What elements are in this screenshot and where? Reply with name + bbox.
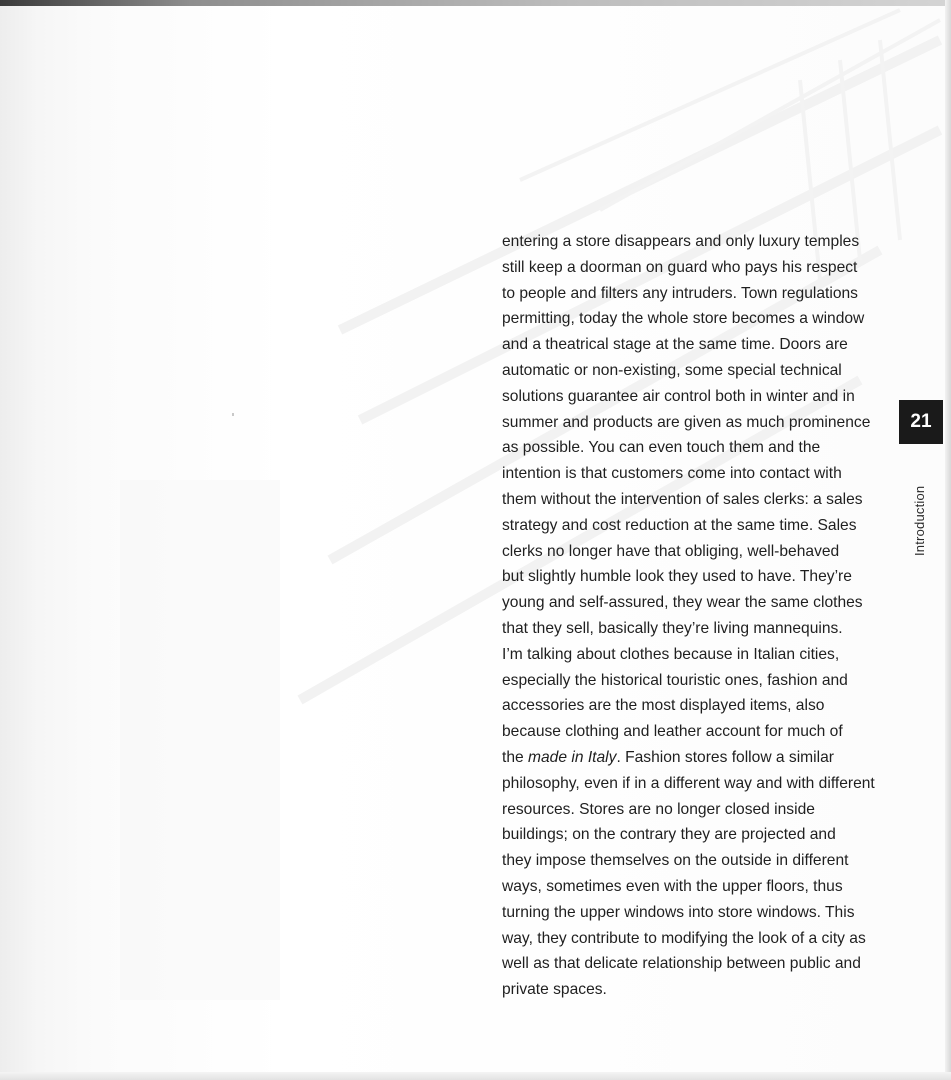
paper-speck	[232, 413, 234, 416]
section-label: Introduction	[912, 485, 927, 556]
page-bottom-edge	[0, 1072, 951, 1080]
body-text-end: . Fashion stores follow a similar philosophy, even if in a different way and with different resources. Stores are no longer closed inside buildings; on the contrary they are projected and they impose themselves on the outside in different ways, sometimes even with the upper floors, thus turning the upper windows into store windows. This way, they contribute to modifying the look of a city as well as that delicate relationship between public and private spaces.	[502, 748, 875, 999]
page-top-edge	[0, 0, 951, 6]
body-paragraph	[502, 229, 902, 1003]
italic-phrase: made in Italy	[528, 748, 617, 766]
body-text-start: entering a store disappears and only luxury temples still keep a doorman on guard who pays his respect to people and filters any intruders. Town regulations permitting, today the whole store becomes a window and a theatrical stage at the same time. Doors are automatic or non-existing, some special technical solutions guarantee air control both in winter and in summer and products are given as much prominence as possible. You can even touch them and the intention is that customers come into contact with them without the intervention of sales clerks: a sales strategy and cost reduction at the same time. Sales clerks no longer have that obliging, well-behaved but slightly humble look they used to have. They’re young and self-assured, they wear the same clothes that they sell, basically they’re living mannequins. I’m talking about clothes because in Italian cities, especially the historical touristic ones, fashion and accessories are the most displayed items, also because clothing and leather account for much of the	[502, 233, 871, 766]
page-number-badge: 21	[899, 400, 943, 444]
page-right-edge	[945, 0, 951, 1080]
